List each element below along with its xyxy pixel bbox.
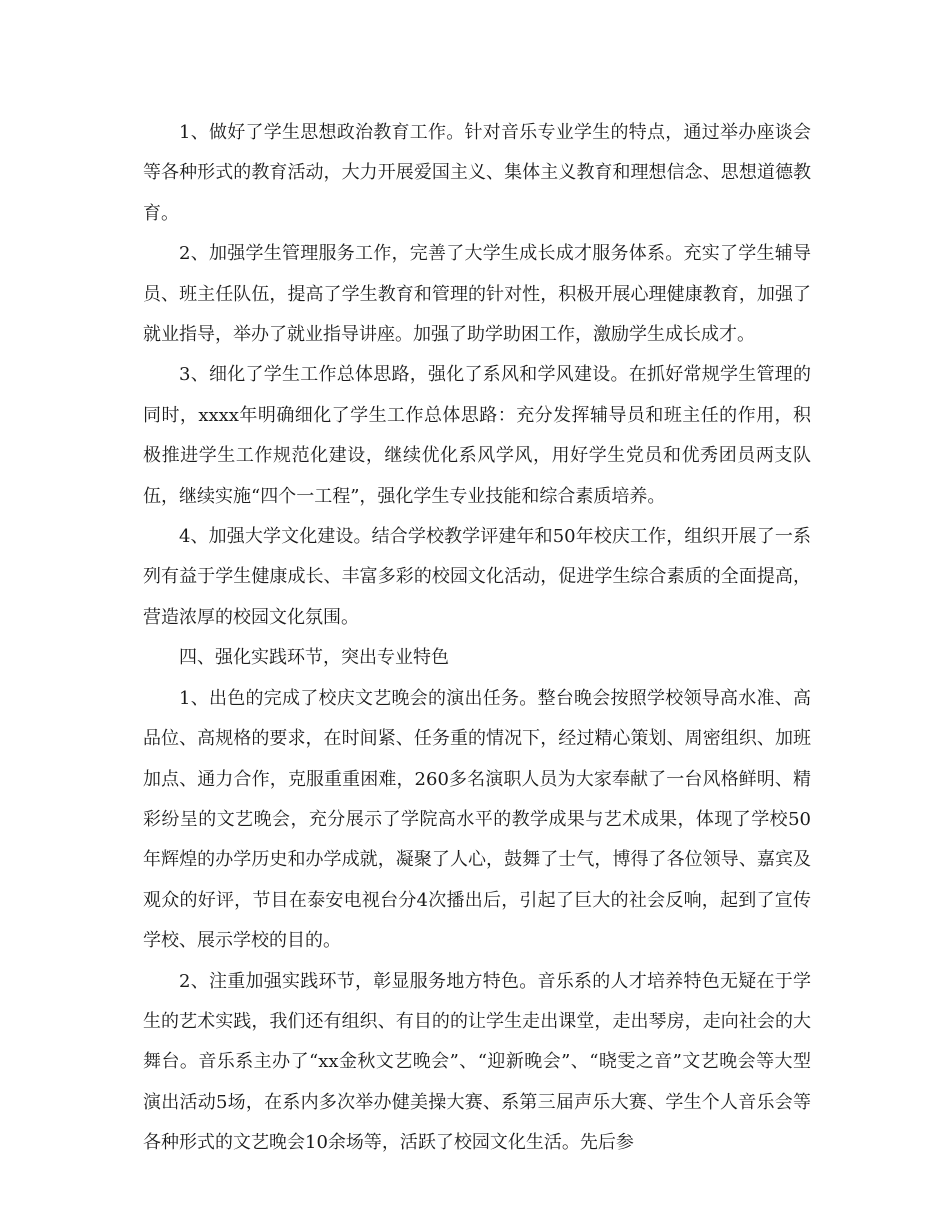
paragraph-campus-culture: 4、加强大学文化建设。结合学校教学评建年和50年校庆工作，组织开展了一系列有益于学生健康成长、丰富多彩的校园文化活动，促进学生综合素质的全面提高，营造浓厚的校园文化氛围。 — [143, 526, 811, 628]
document-body — [143, 113, 811, 1164]
paragraph-student-management-service: 2、加强学生管理服务工作，完善了大学生成长成才服务体系。充实了学生辅导员、班主任队伍，提高了学生教育和管理的针对性，积极开展心理健康教育，加强了就业指导，举办了就业指导讲座。加强了助学助困工作，激励学生成长成才。 — [143, 243, 811, 346]
paragraph-student-political-education: 1、做好了学生思想政治教育工作。针对音乐专业学生的特点，通过举办座谈会等各种形式的教育活动，大力开展爱国主义、集体主义教育和理想信念、思想道德教育。 — [143, 122, 811, 224]
paragraph-anniversary-gala: 1、出色的完成了校庆文艺晚会的演出任务。整台晚会按照学校领导高水准、高品位、高规格的要求，在时间紧、任务重的情况下，经过精心策划、周密组织、加班加点、通力合作，克服重重困难，260多名演职人员为大家奉献了一台风格鲜明、精彩纷呈的文艺晚会，充分展示了学院高水平的教学成果与艺术成果，体现了学校50年辉煌的办学历史和办学成就，凝聚了人心，鼓舞了士气，博得了各位领导、嘉宾及观众的好评，节目在泰安电视台分4次播出后，引起了巨大的社会反响，起到了宣传学校、展示学校的目的。 — [143, 687, 811, 952]
paragraph-practice-service: 2、注重加强实践环节，彰显服务地方特色。音乐系的人才培养特色无疑在于学生的艺术实践，我们还有组织、有目的的让学生走出课堂，走出琴房，走向社会的大舞台。音乐系主办了“xx金秋文艺晚会”、“迎新晚会”、“晓雯之音”文艺晚会等大型演出活动5场，在系内多次举办健美操大赛、系第三届声乐大赛、学生个人音乐会等各种形式的文艺晚会10余场等，活跃了校园文化生活。先后参 — [143, 970, 811, 1154]
section-heading-practice: 四、强化实践环节，突出专业特色 — [179, 647, 449, 669]
paragraph-student-work-approach: 3、细化了学生工作总体思路，强化了系风和学风建设。在抓好常规学生管理的同时，xxxx年明确细化了学生工作总体思路：充分发挥辅导员和班主任的作用，积极推进学生工作规范化建设，继续优化系风学风，用好学生党员和优秀团员两支队伍，继续实施“四个一工程”，强化学生专业技能和综合素质培养。 — [143, 364, 811, 507]
